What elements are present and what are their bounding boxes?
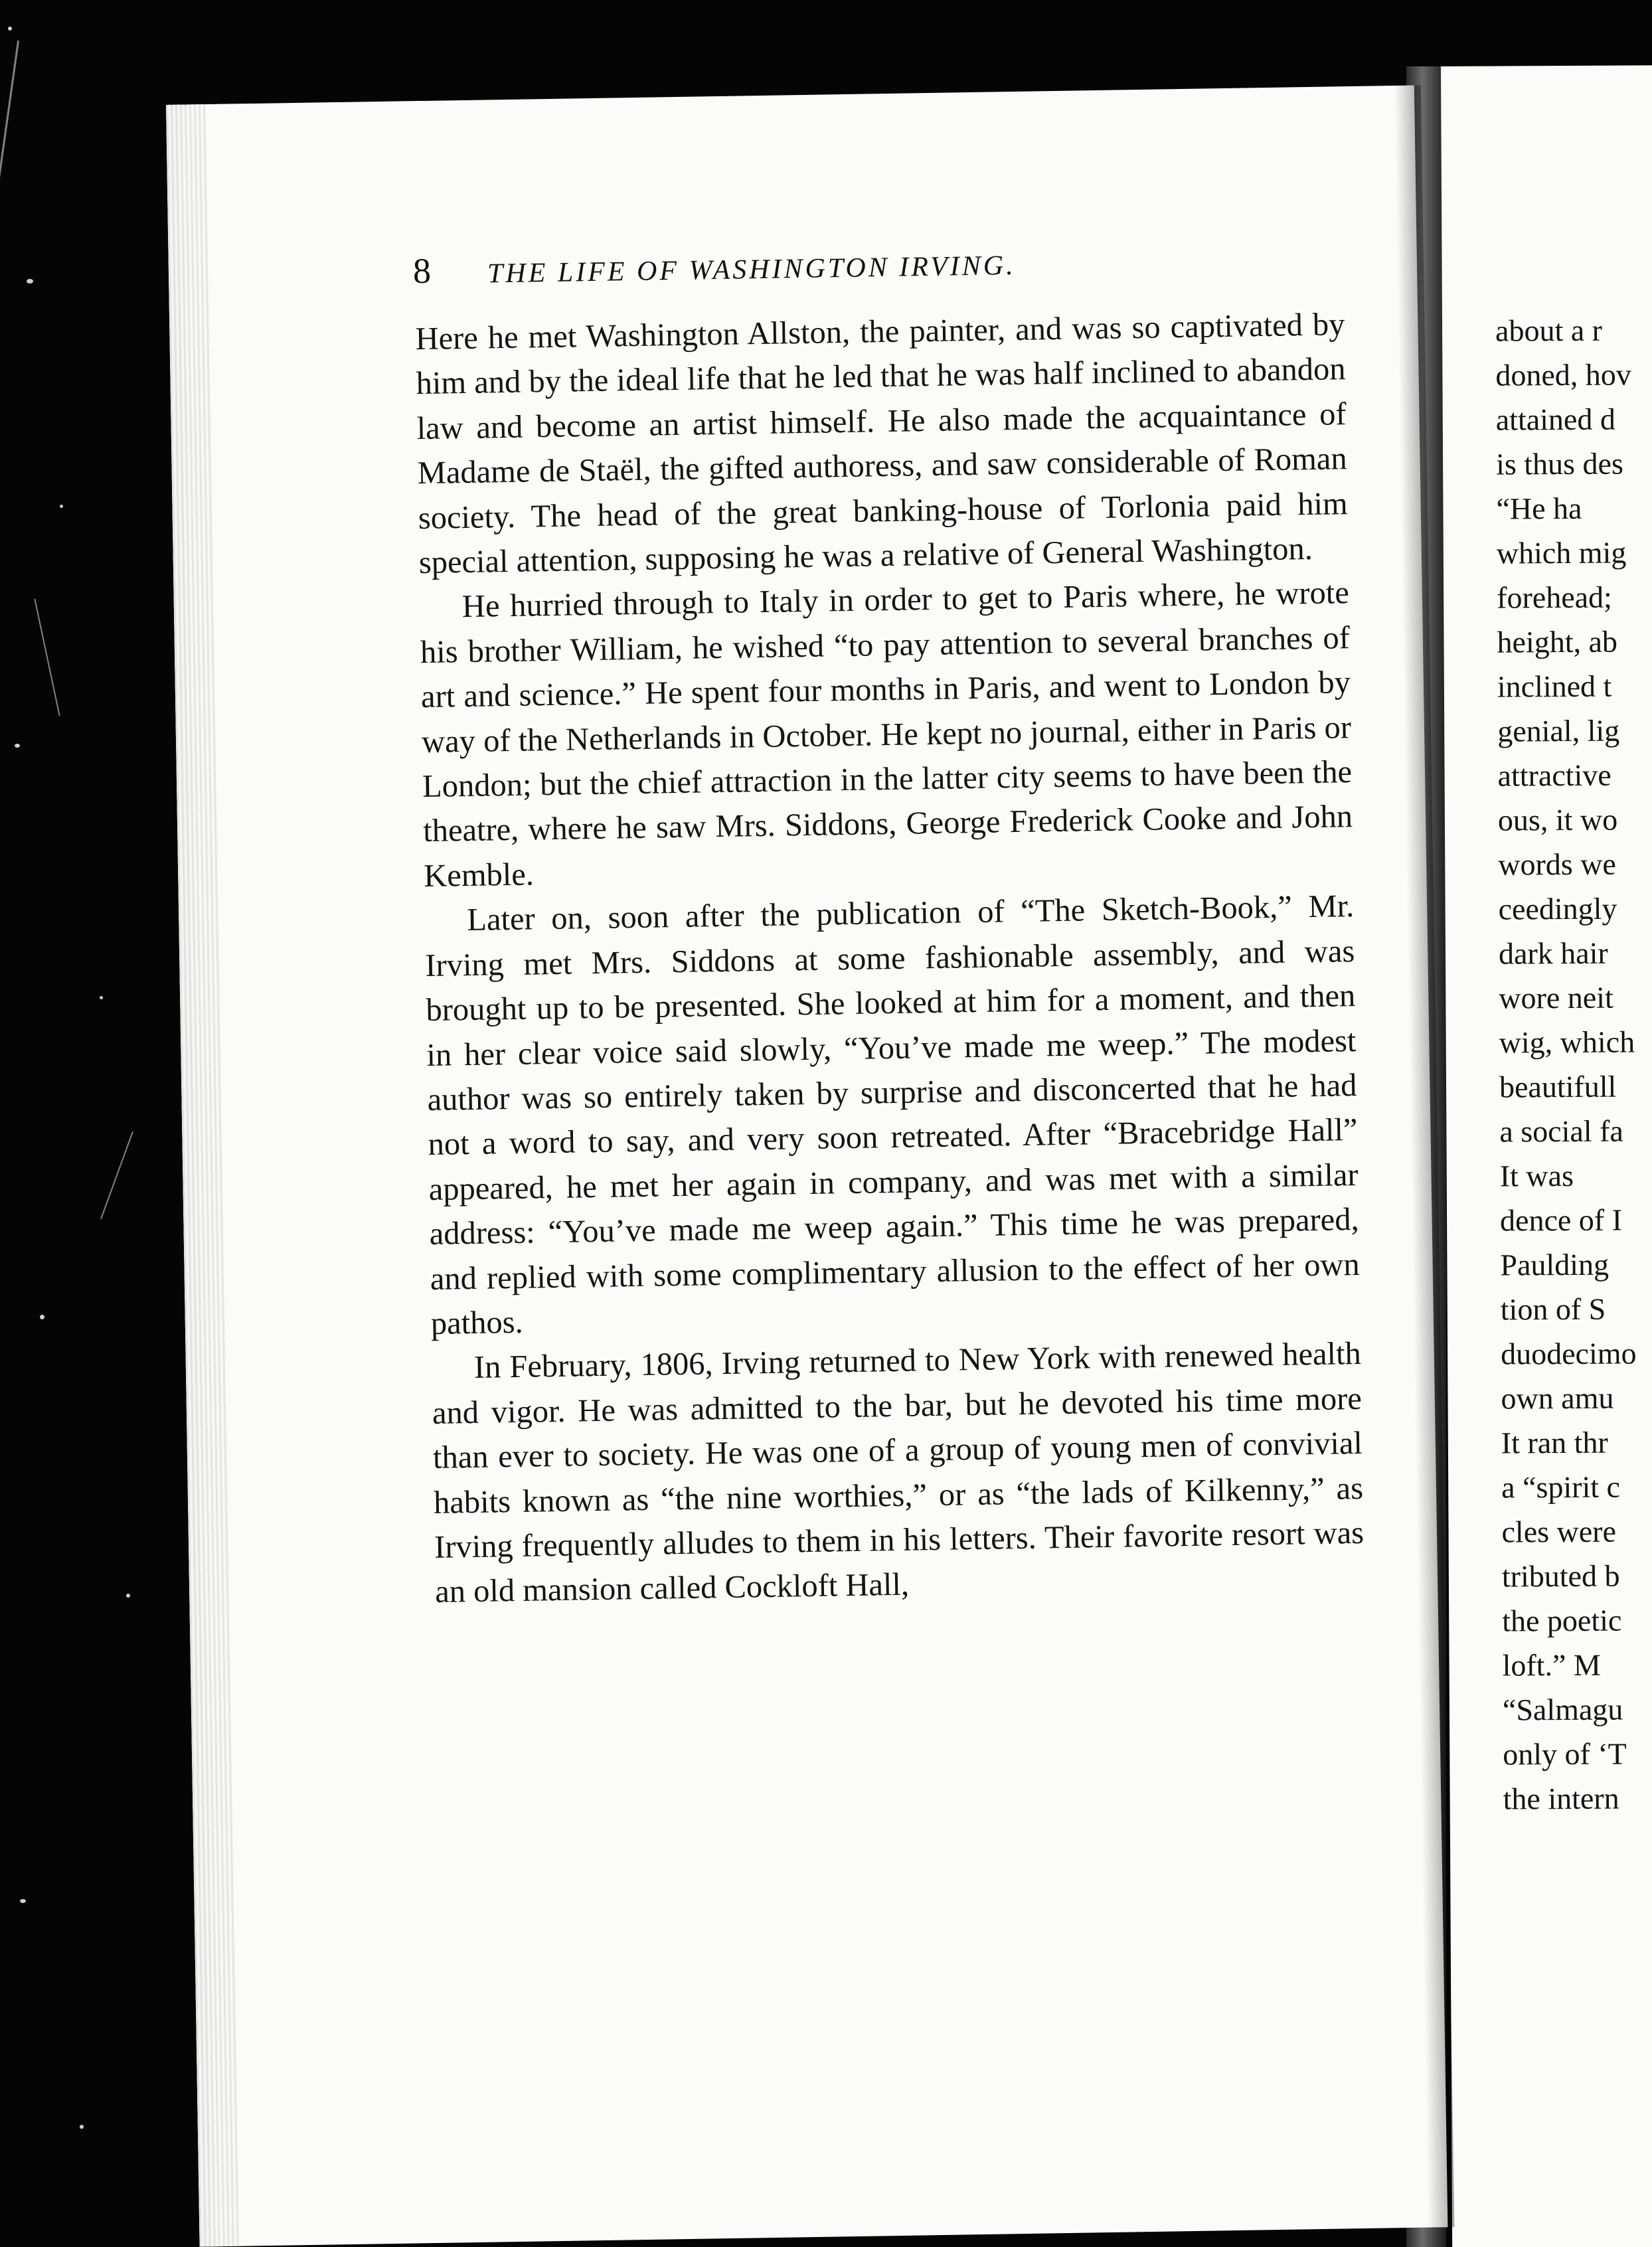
right-page-line: inclined t — [1497, 669, 1612, 704]
right-page-line: “He ha — [1496, 491, 1582, 526]
right-page-line: the intern — [1503, 1781, 1619, 1816]
paragraph: In February, 1806, Irving returned to New York with renewed health and vigor. He was admitted to the bar, but he devoted his time more than ever to society. He was one of a group of young men of convivial habits known as “the nine worthies,” or as “the lads of Kilkenny,” as Irving frequently alludes to them in his letters. Their favorite resort was an old mansion called Cockloft Hall, — [432, 1336, 1364, 1610]
right-page-line: It ran thr — [1501, 1425, 1608, 1460]
page-edge — [166, 104, 240, 2247]
right-page-line: Paulding — [1500, 1247, 1610, 1282]
right-page-line: ceedingly — [1498, 891, 1617, 926]
right-page-line: words we — [1498, 847, 1617, 882]
paragraph: Later on, soon after the publication of “The Sketch-Book,” Mr. Irving met Mrs. Siddons at some fashionable assembly, and was brought up to be presented. She looked at him for a moment, and then in her clear voice said slowly, “You’ve made me weep.” The modest author was so entirely taken by surprise and disconcerted that he had not a word to say, and very soon retreated. After “Bracebridge Hall” appeared, he met her again in company, and was met with a similar address: “You’ve made me weep again.” This time he was prepared, and replied with some complimentary allusion to the effect of her own pathos. — [424, 888, 1361, 1341]
right-page-line: a social fa — [1499, 1114, 1623, 1149]
right-page-line: wig, which — [1499, 1025, 1635, 1060]
right-page-line: about a r — [1495, 313, 1603, 348]
right-page-line: attractive — [1497, 758, 1611, 793]
right-page-text — [1495, 307, 1652, 1821]
dust-streak — [34, 599, 60, 716]
right-page-line: loft.” M — [1502, 1647, 1601, 1683]
dust-streak — [100, 1131, 133, 1219]
right-page-line: doned, hov — [1495, 357, 1631, 392]
right-page-line: It was — [1499, 1158, 1574, 1193]
right-page — [1441, 65, 1652, 2247]
right-page-line: cles were — [1501, 1514, 1617, 1549]
right-page-line: is thus des — [1496, 446, 1623, 481]
right-page-line: dence of I — [1499, 1203, 1623, 1238]
right-page-line: duodecimo — [1501, 1336, 1637, 1371]
right-page-line: dark hair — [1498, 936, 1608, 971]
paragraph: He hurried through to Italy in order to get to Paris where, he wrote his brother William, he wished “to pay attention to several branches of art and science.” He spent four months in Paris, and went to London by way of the Netherlands in October. He kept no journal, either in Paris or London; but the chief attraction in the latter city seems to have been the theatre, where he saw Mrs. Siddons, George Frederick Cooke and John Kemble. — [420, 575, 1353, 894]
dust-speck — [100, 996, 103, 999]
right-page-line: beautifull — [1499, 1069, 1617, 1104]
right-page-line: ous, it wo — [1497, 802, 1618, 837]
dust-speck — [40, 1315, 44, 1319]
dust-speck — [126, 1594, 130, 1598]
paragraph: Here he met Washington Allston, the painter, and was so captivated by him and by the ideal life that he led that he was half inclined to abandon law and become an artist himself. He also made the acquaintance of Madame de Staël, the gifted authoress, and saw considerable of Roman society. The head of the great banking-house of Torlonia paid him special attention, supposing he was a relative of General Washington. — [415, 307, 1349, 581]
right-page-line: “Salmagu — [1502, 1692, 1623, 1727]
right-page-line: the poetic — [1502, 1603, 1622, 1638]
dust-speck — [80, 2125, 84, 2129]
right-page-line: which mig — [1496, 535, 1627, 570]
right-page-line: height, ab — [1497, 624, 1618, 659]
right-page-line: a “spirit c — [1501, 1469, 1621, 1505]
right-page-line: genial, lig — [1497, 713, 1620, 748]
right-page-line: only of ‘T — [1503, 1736, 1627, 1772]
dust-streak — [0, 41, 19, 212]
right-page-line: forehead; — [1497, 580, 1612, 615]
right-page-line: own amu — [1501, 1380, 1614, 1416]
right-page-line: tributed b — [1501, 1558, 1620, 1594]
dust-speck — [20, 1899, 26, 1903]
right-page-line: wore neit — [1499, 980, 1613, 1015]
right-page-line: attained d — [1495, 402, 1616, 437]
dust-speck — [15, 744, 20, 748]
dust-speck — [8, 27, 12, 31]
dust-speck — [60, 505, 63, 508]
running-title: THE LIFE OF WASHINGTON IRVING. — [487, 250, 1016, 290]
page-number: 8 — [412, 250, 432, 291]
left-page — [166, 85, 1447, 2246]
body-text — [415, 302, 1365, 1615]
dust-speck — [27, 279, 33, 284]
right-page-line: tion of S — [1500, 1291, 1606, 1327]
